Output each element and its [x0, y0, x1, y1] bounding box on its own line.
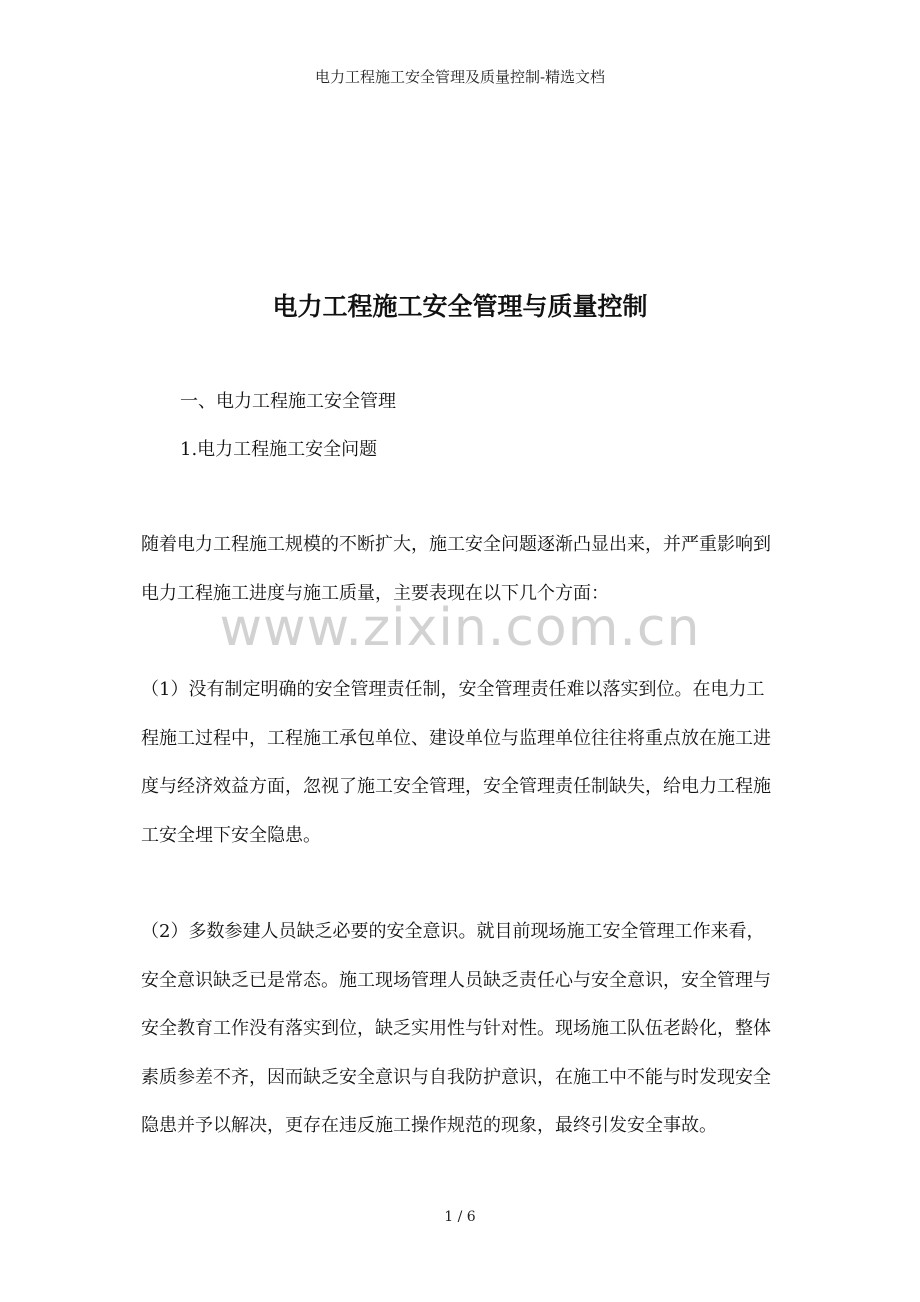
subsection-heading: 1.电力工程施工安全问题	[180, 439, 378, 460]
paragraph-intro: 随着电力工程施工规模的不断扩大，施工安全问题逐渐凸显出来，并严重影响到电力工程施工进度与施工质量，主要表现在以下几个方面：	[141, 534, 771, 604]
paragraph-item-2: （2）多数参建人员缺乏必要的安全意识。就目前现场施工安全管理工作来看，安全意识缺乏已是常态。施工现场管理人员缺乏责任心与安全意识，安全管理与安全教育工作没有落实到位，缺乏实用性与针对性。现场施工队伍老龄化，整体素质参差不齐，因而缺乏安全意识与自我防护意识，在施工中不能与时发现安全隐患并予以解决，更存在违反施工操作规范的现象，最终引发安全事故。	[141, 921, 771, 1136]
document-title: 电力工程施工安全管理与质量控制	[272, 292, 648, 321]
page-number: 1 / 6	[444, 1209, 476, 1225]
section-heading: 一、电力工程施工安全管理	[180, 391, 396, 412]
paragraph-item-1: （1）没有制定明确的安全管理责任制，安全管理责任难以落实到位。在电力工程施工过程中，工程施工承包单位、建设单位与监理单位往往将重点放在施工进度与经济效益方面，忽视了施工安全管理，安全管理责任制缺失，给电力工程施工安全埋下安全隐患。	[141, 679, 771, 846]
running-header: 电力工程施工安全管理及质量控制-精选文档	[314, 68, 606, 86]
watermark: www.zixin.com.cn	[219, 598, 701, 658]
